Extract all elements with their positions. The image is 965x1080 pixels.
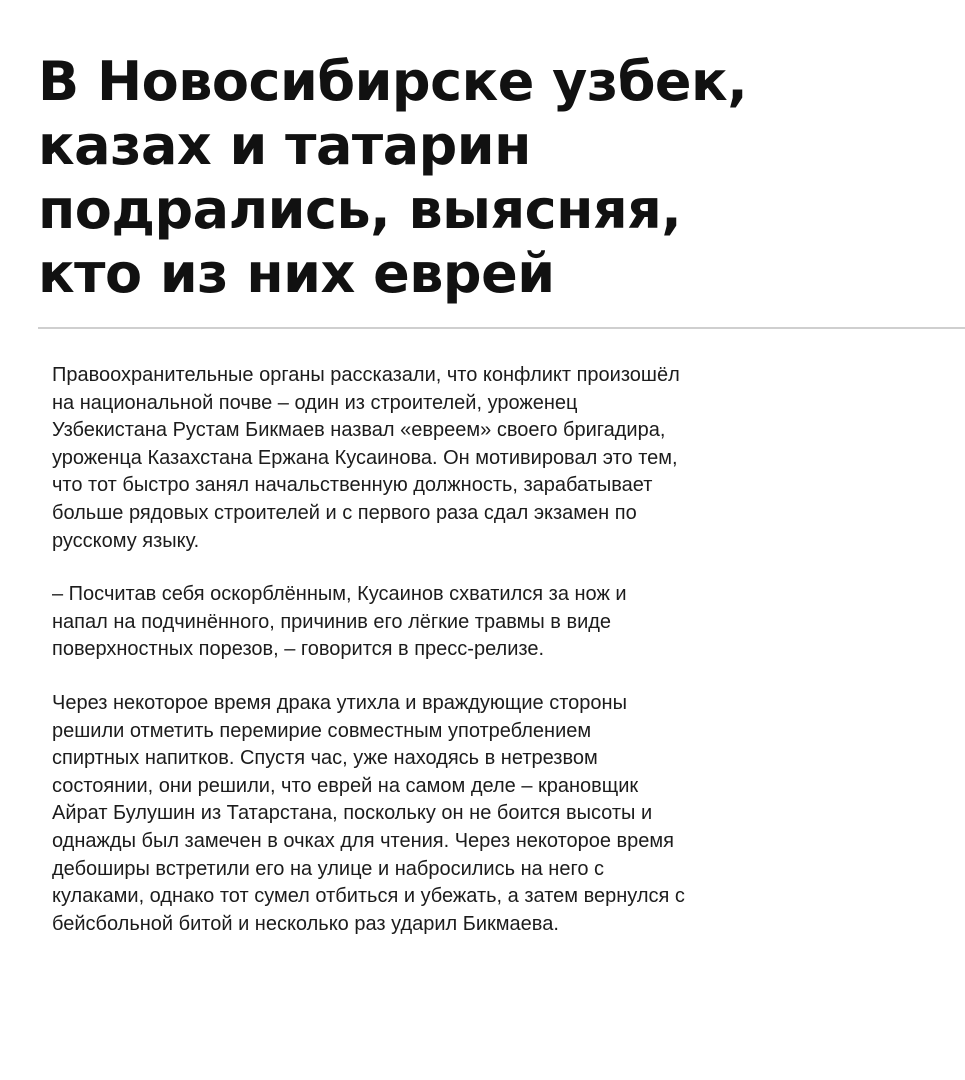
text-line: больше рядовых строителей и с первого раза сдал экзамен по [52,501,637,524]
headline [38,0,965,306]
text-line: Айрат Булушин из Татарстана, поскольку он не боится высоты и [52,802,653,825]
article-paragraph [52,690,942,938]
text-line: – Посчитав себя оскорблённым, Кусаинов схватился за нож и [52,583,627,606]
text-line: спиртных напитков. Спустя час, уже находясь в нетрезвом [52,747,598,770]
headline-line: кто из них еврей [38,242,555,305]
headline-line: подрались, выясняя, [38,178,682,241]
text-line: что тот быстро занял начальственную должность, зарабатывает [52,474,653,497]
article-paragraph [52,362,942,555]
text-line: русскому языку. [52,529,200,552]
article-body [52,362,942,964]
headline-line: казах и татарин [38,114,531,177]
article-paragraph [52,581,942,664]
text-line: бейсбольной битой и несколько раз ударил Бикмаева. [52,912,559,935]
text-line: однажды был замечен в очках для чтения. Через некоторое время [52,829,674,852]
text-line: уроженца Казахстана Ержана Кусаинова. Он мотивировал это тем, [52,446,678,469]
text-line: состоянии, они решили, что еврей на самом деле – крановщик [52,774,639,797]
headline-line: В Новосибирске узбек, [38,50,748,113]
text-line: Через некоторое время драка утихла и враждующие стороны [52,691,627,714]
text-line: дебоширы встретили его на улице и набросились на него с [52,857,605,880]
text-line: Правоохранительные органы рассказали, что конфликт произошёл [52,364,680,386]
text-line: Узбекистана Рустам Бикмаев назвал «евреем» своего бригадира, [52,419,666,442]
text-line: на национальной почве – один из строителей, уроженец [52,391,578,414]
headline-divider [38,327,965,329]
text-line: кулаками, однако тот сумел отбиться и убежать, а затем вернулся с [52,885,685,908]
text-line: напал на подчинённого, причинив его лёгкие травмы в виде [52,610,612,633]
text-line: поверхностных порезов, – говорится в пресс-релизе. [52,638,545,661]
text-line: решили отметить перемирие совместным употреблением [52,719,592,742]
